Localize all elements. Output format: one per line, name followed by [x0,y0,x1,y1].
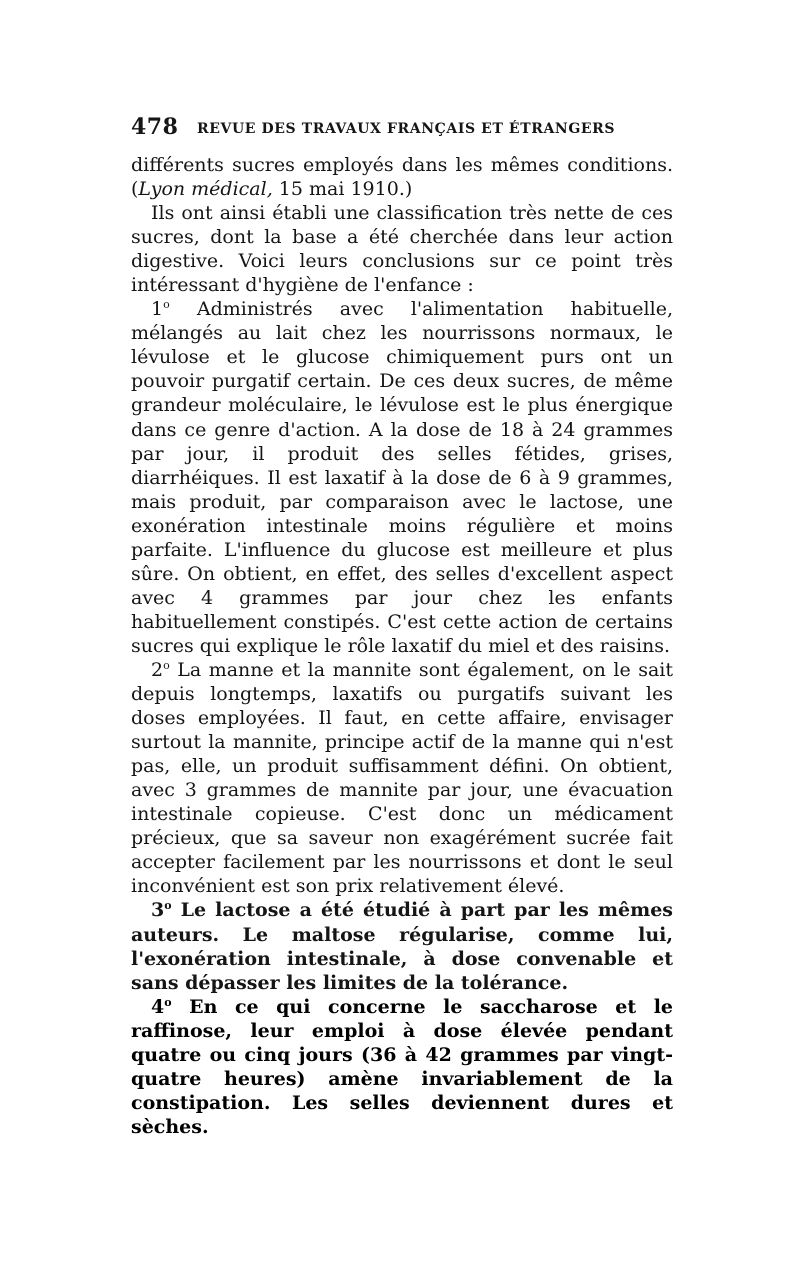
paragraph-intro: Ils ont ainsi établi une classification très nette de ces sucres, dont la base a été cherchée dans leur action digestive. Voici leurs conclusions sur ce point très intéressant d'hygiène de l'enfance : [131,202,673,297]
point-1-number: 1 [151,298,164,321]
paragraph-point-3 [131,898,673,994]
running-head [131,114,671,144]
paragraph-point-1 [131,297,673,658]
citation-text-after: 15 mai 1910.) [272,178,413,201]
page-number: 478 [131,114,179,140]
point-3-text: Le lactose a été étudié à part par les mêmes auteurs. Le maltose régularise, comme lui, l'exonération intestinale, à dose convenable et sans dépasser les limites de la tolérance. [131,899,673,994]
body-text [131,153,673,1139]
point-1-text: Administrés avec l'alimentation habituelle, mélangés au lait chez les nourrissons normaux, le lévulose et le glucose chimiquement purs ont un pouvoir purgatif certain. De ces deux sucres, de même grandeur moléculaire, le lévulose est le plus énergique dans ce genre d'action. A la dose de 18 à 24 grammes par jour, il produit des selles fétides, grises, diarrhéiques. Il est laxatif à la dose de 6 à 9 grammes, mais produit, par comparaison avec le lactose, une exonération intestinale moins régulière et moins parfaite. L'influence du glucose est meilleure et plus sûre. On obtient, en effet, des selles d'excellent aspect avec 4 grammes par jour chez les enfants habituellement constipés. C'est cette action de certains sucres qui explique le rôle laxatif du miel et des raisins. [131,298,673,657]
point-2-number: 2 [151,658,164,681]
point-3-number: 3 [151,899,165,922]
point-3-ordinal-mark: o [164,899,172,913]
point-4-number: 4 [151,995,165,1018]
paragraph-citation [131,153,673,201]
paragraph-point-4 [131,995,673,1139]
running-title: REVUE DES TRAVAUX FRANÇAIS ET ÉTRANGERS [197,121,616,137]
paragraph-point-2 [131,658,673,898]
point-4-text: En ce qui concerne le saccharose et le raffinose, leur emploi à dose élevée pendant quatre ou cinq jours (36 à 42 grammes par vingt-quatre heures) amène invariablement de la constipation. Les selles deviennent dures et sèches. [131,995,673,1138]
point-2-text: La manne et la mannite sont également, on le sait depuis longtemps, laxatifs ou purgatifs suivant les doses employées. Il faut, en cette affaire, envisager surtout la mannite, principe actif de la manne qui n'est pas, elle, un produit suffisamment défini. On obtient, avec 3 grammes de mannite par jour, une évacuation intestinale copieuse. C'est donc un médicament précieux, que sa saveur non exagérément sucrée fait accepter facilement par les nourrissons et dont le seul inconvénient est son prix relativement élevé. [131,658,673,898]
point-1-ordinal-mark: o [163,298,170,312]
citation-text-before: différents sucres employés dans les mêmes conditions. ( [131,154,673,201]
journal-citation-italic: Lyon médical, [138,178,273,201]
point-4-ordinal-mark: o [164,995,172,1009]
point-2-ordinal-mark: o [163,658,170,672]
